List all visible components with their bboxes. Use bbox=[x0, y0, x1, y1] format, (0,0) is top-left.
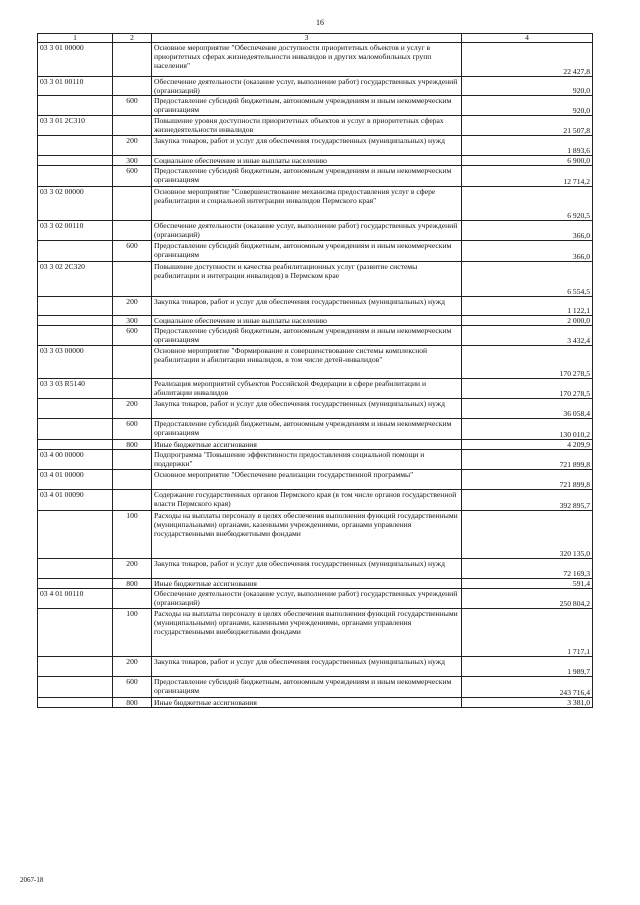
row-code bbox=[38, 559, 113, 579]
row-expense-type bbox=[113, 43, 152, 77]
row-name: Предоставление субсидий бюджетным, автономным учреждениям и иным некоммерческим организациям bbox=[152, 419, 462, 440]
table-row bbox=[38, 241, 593, 262]
row-code bbox=[38, 96, 113, 116]
row-code: 03 3 02 2С320 bbox=[38, 262, 113, 297]
page-number: 16 bbox=[316, 18, 324, 27]
row-name: Иные бюджетные ассигнования bbox=[152, 440, 462, 450]
row-name: Социальное обеспечение и иные выплаты населению bbox=[152, 156, 462, 166]
row-amount: 591,4 bbox=[462, 579, 593, 589]
row-amount: 6 900,0 bbox=[462, 156, 593, 166]
footer-code: 2067-18 bbox=[20, 876, 44, 884]
header-col-4: 4 bbox=[462, 34, 593, 43]
table-row bbox=[38, 379, 593, 399]
row-code: 03 3 03 R5140 bbox=[38, 379, 113, 399]
row-amount: 170 278,5 bbox=[462, 346, 593, 379]
table-row bbox=[38, 116, 593, 136]
row-expense-type: 200 bbox=[113, 559, 152, 579]
row-expense-type bbox=[113, 262, 152, 297]
row-name: Иные бюджетные ассигнования bbox=[152, 579, 462, 589]
table-row bbox=[38, 297, 593, 316]
row-code: 03 3 03 00000 bbox=[38, 346, 113, 379]
row-code: 03 4 01 00090 bbox=[38, 490, 113, 511]
row-amount: 250 804,2 bbox=[462, 589, 593, 609]
row-amount: 130 010,2 bbox=[462, 419, 593, 440]
row-name: Повышение уровня доступности приоритетных объектов и услуг в приоритетных сферах жизнедеятельности инвалидов bbox=[152, 116, 462, 136]
row-expense-type bbox=[113, 589, 152, 609]
row-name: Обеспечение деятельности (оказание услуг, выполнение работ) государственных учреждений (организаций) bbox=[152, 221, 462, 241]
table-row bbox=[38, 450, 593, 470]
row-amount: 21 507,8 bbox=[462, 116, 593, 136]
row-code bbox=[38, 511, 113, 559]
table-row bbox=[38, 440, 593, 450]
row-expense-type bbox=[113, 490, 152, 511]
row-code bbox=[38, 316, 113, 326]
row-amount: 6 920,5 bbox=[462, 187, 593, 221]
header-col-3: 3 bbox=[152, 34, 462, 43]
table-row bbox=[38, 316, 593, 326]
row-code bbox=[38, 326, 113, 346]
row-name: Повышение доступности и качества реабилитационных услуг (развитие системы реабилитации и интеграции инвалидов) в Пермском крае bbox=[152, 262, 462, 297]
table-row bbox=[38, 221, 593, 241]
table-row bbox=[38, 579, 593, 589]
row-amount: 4 209,9 bbox=[462, 440, 593, 450]
row-code bbox=[38, 609, 113, 657]
row-expense-type bbox=[113, 379, 152, 399]
table-row bbox=[38, 490, 593, 511]
row-code bbox=[38, 698, 113, 708]
table-row bbox=[38, 346, 593, 379]
row-amount: 366,0 bbox=[462, 221, 593, 241]
row-name: Социальное обеспечение и иные выплаты населению bbox=[152, 316, 462, 326]
table-row bbox=[38, 698, 593, 708]
row-expense-type: 600 bbox=[113, 166, 152, 187]
row-expense-type: 600 bbox=[113, 677, 152, 698]
table-row bbox=[38, 43, 593, 77]
row-name: Расходы на выплаты персоналу в целях обеспечения выполнения функций государственными (муниципальными) органами, казенными учреждениями, органами управления государственными внебюджетными фондами bbox=[152, 609, 462, 657]
table-row bbox=[38, 77, 593, 96]
row-amount: 243 716,4 bbox=[462, 677, 593, 698]
row-expense-type: 200 bbox=[113, 399, 152, 419]
row-code: 03 3 02 00110 bbox=[38, 221, 113, 241]
row-expense-type bbox=[113, 77, 152, 96]
row-code bbox=[38, 657, 113, 677]
row-expense-type: 800 bbox=[113, 579, 152, 589]
table-row bbox=[38, 589, 593, 609]
table-header-row bbox=[38, 34, 593, 43]
row-expense-type: 200 bbox=[113, 297, 152, 316]
row-expense-type: 600 bbox=[113, 419, 152, 440]
row-expense-type: 600 bbox=[113, 241, 152, 262]
table-row bbox=[38, 166, 593, 187]
row-name: Предоставление субсидий бюджетным, автономным учреждениям и иным некоммерческим организациям bbox=[152, 677, 462, 698]
row-name: Иные бюджетные ассигнования bbox=[152, 698, 462, 708]
row-expense-type bbox=[113, 450, 152, 470]
row-amount: 920,0 bbox=[462, 77, 593, 96]
row-expense-type bbox=[113, 470, 152, 490]
row-name: Предоставление субсидий бюджетным, автономным учреждениям и иным некоммерческим организациям bbox=[152, 241, 462, 262]
row-amount: 36 058,4 bbox=[462, 399, 593, 419]
row-code bbox=[38, 579, 113, 589]
table-row bbox=[38, 511, 593, 559]
row-expense-type: 100 bbox=[113, 511, 152, 559]
row-name: Подпрограмма "Повышение эффективности предоставления социальной помощи и поддержки" bbox=[152, 450, 462, 470]
row-amount: 1 989,7 bbox=[462, 657, 593, 677]
row-name: Основное мероприятие "Совершенствование механизма предоставления услуг в сфере реабилитации и социальной интеграции инвалидов Пермского края" bbox=[152, 187, 462, 221]
row-name: Закупка товаров, работ и услуг для обеспечения государственных (муниципальных) нужд bbox=[152, 399, 462, 419]
row-expense-type: 100 bbox=[113, 609, 152, 657]
row-code bbox=[38, 297, 113, 316]
row-name: Закупка товаров, работ и услуг для обеспечения государственных (муниципальных) нужд bbox=[152, 559, 462, 579]
row-expense-type: 800 bbox=[113, 440, 152, 450]
table-row bbox=[38, 399, 593, 419]
row-code: 03 3 01 2С310 bbox=[38, 116, 113, 136]
row-expense-type: 300 bbox=[113, 316, 152, 326]
table-row bbox=[38, 262, 593, 297]
row-code bbox=[38, 399, 113, 419]
row-expense-type: 200 bbox=[113, 657, 152, 677]
row-expense-type: 800 bbox=[113, 698, 152, 708]
row-name: Предоставление субсидий бюджетным, автономным учреждениям и иным некоммерческим организациям bbox=[152, 96, 462, 116]
row-code bbox=[38, 440, 113, 450]
row-name: Обеспечение деятельности (оказание услуг, выполнение работ) государственных учреждений (организаций) bbox=[152, 77, 462, 96]
row-expense-type bbox=[113, 187, 152, 221]
row-code: 03 4 01 00110 bbox=[38, 589, 113, 609]
row-expense-type: 300 bbox=[113, 156, 152, 166]
row-name: Основное мероприятие "Формирование и совершенствование системы комплексной реабилитации и абилитации инвалидов, в том числе детей-инвалидов" bbox=[152, 346, 462, 379]
row-name: Реализация мероприятий субъектов Российской Федерации в сфере реабилитации и абилитации инвалидов bbox=[152, 379, 462, 399]
row-amount: 3 381,0 bbox=[462, 698, 593, 708]
row-name: Содержание государственных органов Пермского края (в том числе органов государственной власти Пермского края) bbox=[152, 490, 462, 511]
row-amount: 366,0 bbox=[462, 241, 593, 262]
row-code: 03 4 00 00000 bbox=[38, 450, 113, 470]
header-col-1: 1 bbox=[38, 34, 113, 43]
table-row bbox=[38, 559, 593, 579]
row-amount: 2 000,0 bbox=[462, 316, 593, 326]
table-row bbox=[38, 156, 593, 166]
row-code bbox=[38, 241, 113, 262]
row-expense-type bbox=[113, 116, 152, 136]
row-name: Расходы на выплаты персоналу в целях обеспечения выполнения функций государственными (муниципальными) органами, казенными учреждениями, органами управления государственными внебюджетными фондами bbox=[152, 511, 462, 559]
row-amount: 72 169,3 bbox=[462, 559, 593, 579]
row-amount: 1 893,6 bbox=[462, 136, 593, 156]
budget-table-body bbox=[38, 34, 593, 708]
row-name: Предоставление субсидий бюджетным, автономным учреждениям и иным некоммерческим организациям bbox=[152, 166, 462, 187]
row-name: Закупка товаров, работ и услуг для обеспечения государственных (муниципальных) нужд bbox=[152, 136, 462, 156]
row-amount: 920,0 bbox=[462, 96, 593, 116]
row-code bbox=[38, 677, 113, 698]
row-amount: 721 899,8 bbox=[462, 470, 593, 490]
row-amount: 1 122,1 bbox=[462, 297, 593, 316]
row-code bbox=[38, 136, 113, 156]
row-code bbox=[38, 419, 113, 440]
row-amount: 170 278,5 bbox=[462, 379, 593, 399]
row-expense-type bbox=[113, 221, 152, 241]
row-amount: 3 432,4 bbox=[462, 326, 593, 346]
header-col-2: 2 bbox=[113, 34, 152, 43]
row-code: 03 4 01 00000 bbox=[38, 470, 113, 490]
table-row bbox=[38, 326, 593, 346]
row-name: Закупка товаров, работ и услуг для обеспечения государственных (муниципальных) нужд bbox=[152, 657, 462, 677]
table-row bbox=[38, 419, 593, 440]
row-name: Предоставление субсидий бюджетным, автономным учреждениям и иным некоммерческим организациям bbox=[152, 326, 462, 346]
row-name: Основное мероприятие "Обеспечение реализации государственной программы" bbox=[152, 470, 462, 490]
row-code: 03 3 02 00000 bbox=[38, 187, 113, 221]
table-row bbox=[38, 470, 593, 490]
row-amount: 12 714,2 bbox=[462, 166, 593, 187]
table-row bbox=[38, 677, 593, 698]
row-name: Основное мероприятие "Обеспечение доступности приоритетных объектов и услуг в приоритетных сферах жизнедеятельности инвалидов и других маломобильных групп населения" bbox=[152, 43, 462, 77]
row-expense-type bbox=[113, 346, 152, 379]
row-amount: 6 554,5 bbox=[462, 262, 593, 297]
table-row bbox=[38, 96, 593, 116]
row-name: Закупка товаров, работ и услуг для обеспечения государственных (муниципальных) нужд bbox=[152, 297, 462, 316]
table-row bbox=[38, 657, 593, 677]
row-amount: 721 899,8 bbox=[462, 450, 593, 470]
row-code: 03 3 01 00110 bbox=[38, 77, 113, 96]
table-row bbox=[38, 609, 593, 657]
row-expense-type: 600 bbox=[113, 96, 152, 116]
row-code: 03 3 01 00000 bbox=[38, 43, 113, 77]
row-amount: 392 895,7 bbox=[462, 490, 593, 511]
row-expense-type: 200 bbox=[113, 136, 152, 156]
row-expense-type: 600 bbox=[113, 326, 152, 346]
row-amount: 22 427,8 bbox=[462, 43, 593, 77]
row-amount: 1 717,1 bbox=[462, 609, 593, 657]
table-row bbox=[38, 136, 593, 156]
row-name: Обеспечение деятельности (оказание услуг, выполнение работ) государственных учреждений (организаций) bbox=[152, 589, 462, 609]
row-code bbox=[38, 156, 113, 166]
budget-table bbox=[37, 33, 593, 708]
row-amount: 320 135,0 bbox=[462, 511, 593, 559]
row-code bbox=[38, 166, 113, 187]
table-row bbox=[38, 187, 593, 221]
